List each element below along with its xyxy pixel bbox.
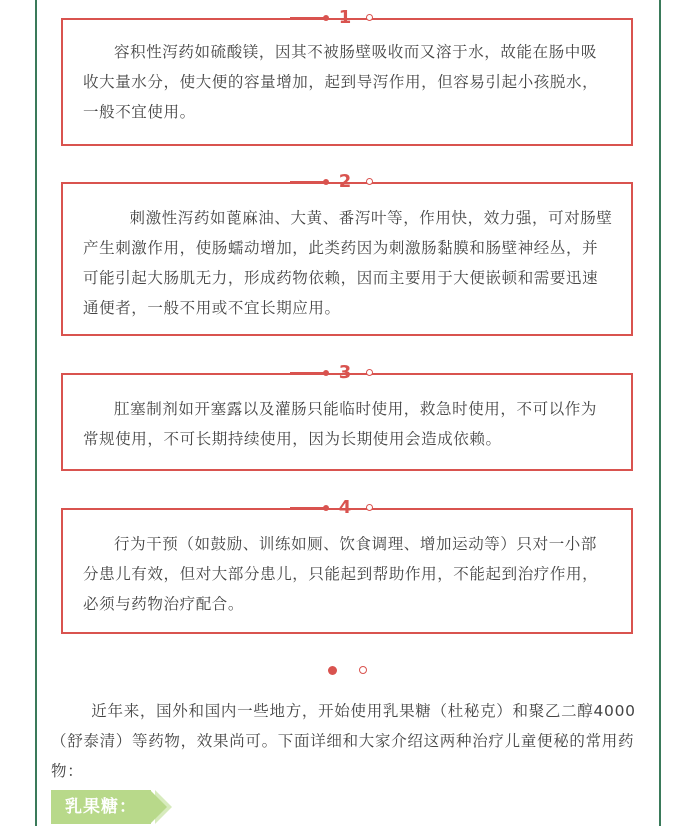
separator-dot-hollow: [359, 666, 367, 674]
section-tag: [51, 790, 171, 824]
item-box-3: [61, 373, 633, 471]
item-marker-3: [290, 361, 390, 385]
right-border-line: [659, 0, 661, 826]
item-box-2: [61, 182, 633, 336]
separator-dot-solid: [328, 666, 337, 675]
left-border-line: [35, 0, 37, 826]
item-box-1: [61, 18, 633, 146]
item-text-4: 行为干预（如鼓励、训练如厕、饮食调理、增加运动等）只对一小部分患儿有效，但对大部分患儿，只能起到帮助作用，不能起到治疗作用，必须与药物治疗配合。: [83, 535, 599, 613]
intro-paragraph: 近年来，国外和国内一些地方，开始使用乳果糖（杜秘克）和聚乙二醇4000（舒泰清）等药物，效果尚可。下面详细和大家介绍这两种治疗儿童便秘的常用药物：: [51, 702, 636, 780]
item-box-4: [61, 508, 633, 634]
item-number-1: 1: [338, 7, 352, 28]
item-number-4: 4: [338, 497, 352, 518]
item-number-2: 2: [338, 171, 352, 192]
item-text-2: 刺激性泻药如蓖麻油、大黄、番泻叶等，作用快，效力强，可对肠壁产生刺激作用，使肠蠕动增加，此类药因为刺激肠黏膜和肠壁神经丛，并可能引起大肠肌无力，形成药物依赖，因而主要用于大便嵌顿和需要迅速通便者，一般不用或不宜长期应用。: [83, 209, 613, 317]
item-text-3: 肛塞制剂如开塞露以及灌肠只能临时使用，救急时使用，不可以作为常规使用，不可长期持续使用，因为长期使用会造成依赖。: [83, 400, 598, 448]
item-number-3: 3: [338, 362, 352, 383]
item-marker-4: [290, 496, 390, 520]
item-text-1: 容积性泻药如硫酸镁，因其不被肠壁吸收而又溶于水，故能在肠中吸收大量水分，使大便的容量增加，起到导泻作用，但容易引起小孩脱水，一般不宜使用。: [83, 43, 599, 121]
section-tag-label: 乳果糖：: [65, 797, 137, 817]
item-marker-2: [290, 170, 390, 194]
item-marker-1: [290, 6, 390, 30]
